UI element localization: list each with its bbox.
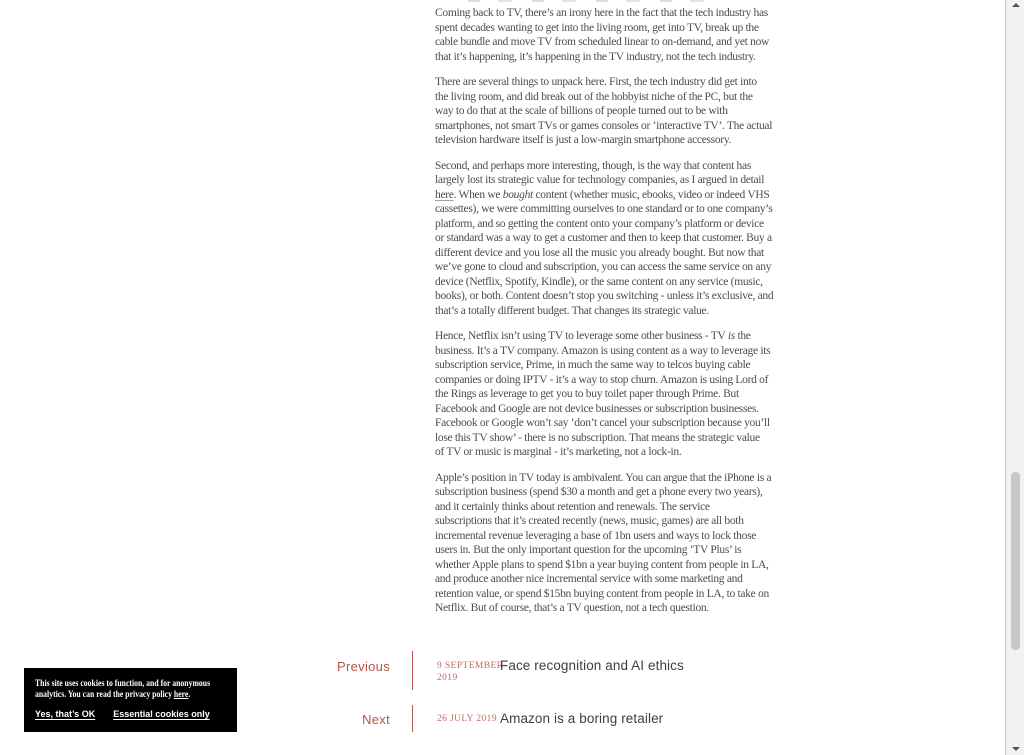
paragraph [435, 6, 787, 64]
text: television hardware itself is just a low-margin smartphone accessory. [435, 134, 732, 146]
text: the Rings as leverage to get you to buy toilet paper through Prime. But [435, 388, 739, 400]
next-article-link[interactable]: Amazon is a boring retailer [500, 711, 664, 726]
text-line [435, 90, 787, 105]
text-line [435, 358, 787, 373]
text: that’s a totally different budget. That changes its strategic value. [435, 304, 709, 317]
cookie-message-period: . [188, 689, 191, 699]
text-line [435, 173, 787, 188]
text-line [435, 344, 787, 359]
italic-text: bought [502, 188, 533, 201]
previous-link[interactable]: Previous [337, 659, 390, 674]
text-line [435, 159, 787, 174]
text: Hence, Netflix isn’t using TV to leverage some other business - TV [435, 330, 728, 342]
next-link[interactable]: Next [362, 712, 390, 727]
text: or standard was a way to get a customer and then to keep that customer. Buy a [435, 232, 772, 244]
text-line [435, 500, 787, 515]
text: Facebook and Google are not device businesses or subscription businesses. [435, 402, 759, 415]
text: Netflix. But of course, that’s a TV question, not a tech question. [435, 602, 709, 614]
divider [412, 705, 413, 732]
text-line [435, 119, 787, 134]
text: companies or doing IPTV - it’s a way to stop churn. Amazon is using Lord of [435, 373, 769, 386]
text-line [435, 543, 787, 558]
text-line [435, 35, 787, 50]
text: way to do that at the scale of billions of people turned out to be with [435, 105, 728, 117]
text-line [435, 402, 787, 417]
text: that it’s happening, it’s happening in the TV industry, not the tech industry. [435, 50, 756, 63]
text-line [435, 445, 787, 460]
text: smartphones, not smart TVs or games consoles or ‘interactive TV’. The actual [435, 119, 773, 132]
text: Coming back to TV, there’s an irony here in the fact that the tech industry has [435, 7, 768, 19]
text-line [435, 188, 787, 203]
clipped-text-remnant [468, 0, 718, 2]
text-line [435, 431, 787, 446]
text: different device and you lose all the music you already bought. But now that [435, 246, 764, 259]
text-line [435, 50, 787, 65]
text-line [435, 133, 787, 148]
text: and it certainly thinks about retention and renewals. The service [435, 500, 710, 513]
text-line [435, 416, 787, 431]
scroll-down-icon[interactable] [1012, 747, 1020, 751]
previous-date-line2: 2019 [437, 672, 458, 683]
inline-link[interactable]: here [435, 188, 454, 201]
text: the living room, and did break out of the hobbyist niche of the PC, but the [435, 90, 753, 103]
text: business. It’s a TV company. Amazon is using content as a way to leverage its [435, 344, 771, 357]
cookie-message-line2: analytics. You can read the privacy policy [35, 689, 174, 699]
text-line [435, 275, 787, 290]
paragraph [435, 75, 787, 148]
text-line [435, 231, 787, 246]
text-line [435, 202, 787, 217]
text: . When we [453, 188, 503, 201]
text-line [435, 529, 787, 544]
text: whether Apple plans to spend $1bn a year buying content from people in LA, [435, 558, 769, 571]
text: content (whether music, ebooks, video or indeed VHS [532, 188, 770, 201]
text: There are several things to unpack here. First, the tech industry did get into [435, 76, 757, 88]
next-date-line1: 26 JULY 2019 [437, 714, 497, 724]
text: platform, and so getting the content onto your company’s platform or device [435, 217, 764, 230]
text: we’ve gone to cloud and subscription, you can access the same service on any [435, 261, 772, 273]
text-line [435, 587, 787, 602]
text-line [435, 217, 787, 232]
previous-article-link[interactable]: Face recognition and AI ethics [500, 658, 684, 673]
text-line [435, 471, 787, 486]
text: of TV or music is marginal - it’s marketing, not a lock-in. [435, 446, 682, 458]
paragraph [435, 471, 787, 616]
scrollbar-track[interactable] [1005, 0, 1024, 755]
text: books), or both. Content doesn’t stop you switching - unless it’s exclusive, and [435, 290, 774, 302]
text-line [435, 373, 787, 388]
text-line [435, 558, 787, 573]
text-line [435, 21, 787, 36]
cookie-message-line1: This site uses cookies to function, and for anonymous [35, 678, 211, 688]
text: retention value, or spend $15bn buying content from people in LA, to take on [435, 587, 769, 600]
text: Apple’s position in TV today is ambivalent. You can argue that the iPhone is a [435, 471, 772, 484]
cookie-message [35, 678, 211, 700]
previous-date [437, 661, 504, 684]
text-line [435, 514, 787, 529]
text-line [435, 485, 787, 500]
paragraph [435, 329, 787, 460]
accept-cookies-button[interactable]: Yes, that’s OK [35, 709, 96, 719]
text: users in. But the only important question for the upcoming ‘TV Plus’ is [435, 544, 742, 556]
text: Second, and perhaps more interesting, though, is the way that content has [435, 159, 751, 172]
text-line [435, 329, 787, 344]
cookie-actions [35, 709, 226, 719]
text-line [435, 6, 787, 21]
next-date [437, 714, 501, 726]
text: subscription business (spend $30 a month and get a phone every two years), [435, 486, 763, 498]
text: largely lost its strategic value for technology companies, as I argued in detail [435, 174, 765, 186]
scrollbar-thumb[interactable] [1011, 472, 1020, 650]
essential-cookies-button[interactable]: Essential cookies only [113, 709, 210, 719]
text-line [435, 304, 787, 319]
text-line [435, 387, 787, 402]
text: subscription service, Prime, in much the same way to telcos buying cable [435, 359, 751, 371]
text: cable bundle and move TV from scheduled linear to on-demand, and yet now [435, 36, 770, 48]
text-line [435, 75, 787, 90]
article-body [435, 6, 787, 627]
scroll-up-icon[interactable] [1012, 3, 1020, 7]
text: and produce another nice incremental service with some marketing and [435, 573, 743, 585]
text: the [734, 330, 751, 342]
text-line [435, 246, 787, 261]
text: spent decades wanting to get into the living room, get into TV, break up the [435, 21, 759, 34]
cookie-banner [24, 668, 237, 732]
text: subscriptions that it’s created recently (news, music, games) are all both [435, 515, 744, 527]
text: cassettes), we were committing ourselves to one standard or to one company’s [435, 203, 773, 215]
text-line [435, 601, 787, 616]
text-line [435, 104, 787, 119]
text-line [435, 260, 787, 275]
text: Facebook or Google won’t say ‘don’t cancel your subscription because you’ll [435, 417, 770, 429]
privacy-policy-link[interactable]: here [173, 689, 189, 699]
italic-text: is [727, 330, 735, 342]
text-line [435, 572, 787, 587]
text: lose this TV show’ - there is no subscription. That means the strategic value [435, 431, 760, 444]
text: incremental revenue leveraging a base of 1bn users and ways to lock those [435, 529, 757, 542]
divider [412, 651, 413, 690]
text-line [435, 289, 787, 304]
text: device (Netflix, Spotify, Kindle), or the same content on any service (music, [435, 275, 763, 288]
previous-date-line1: 9 SEPTEMBER [437, 661, 504, 671]
paragraph [435, 159, 787, 319]
